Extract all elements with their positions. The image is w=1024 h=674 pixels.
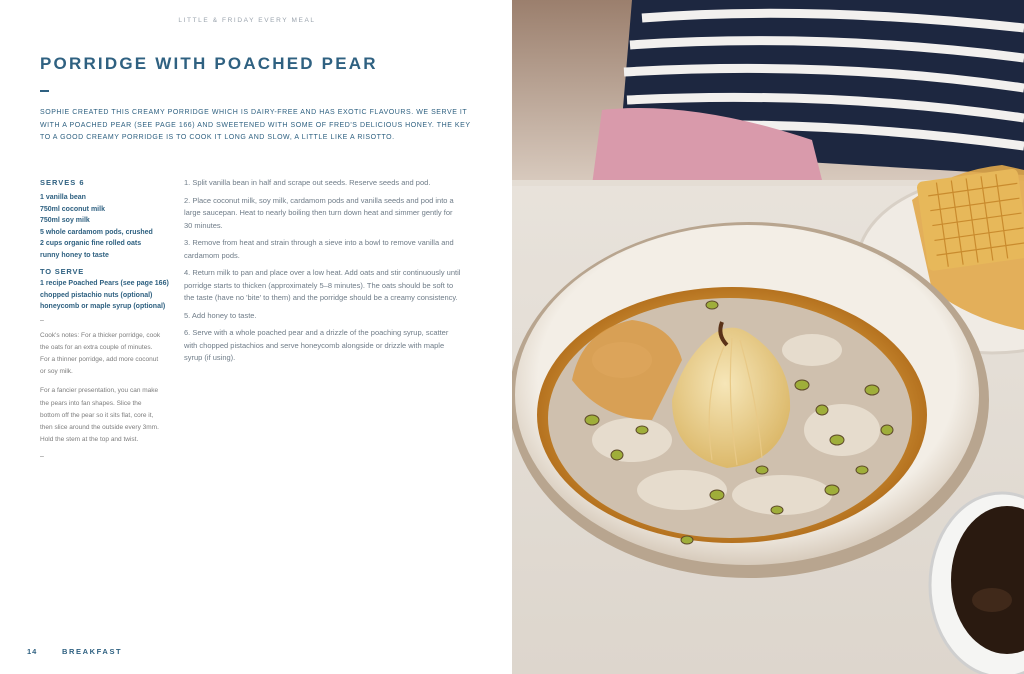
recipe-title: PORRIDGE WITH POACHED PEAR: [40, 54, 378, 73]
method-step: 4. Return milk to pan and place over a low heat. Add oats and stir continuously until porridge starts to thicken (approximately 5–8 minutes). The oats should be soft to the taste (have no 'bite' to them) and the porridge should be a creamy consistency.: [184, 268, 461, 302]
method-step: 1. Split vanilla bean in half and scrape out seeds. Reserve seeds and pod.: [184, 178, 431, 187]
end-dash: –: [40, 453, 44, 461]
ingredient-item: 1 vanilla bean: [40, 194, 86, 201]
section-dash: –: [40, 316, 44, 324]
method-step: 6. Serve with a whole poached pear and a drizzle of the poaching syrup, scatter with chopped pistachios and serve honeycomb alongside or drizzle with maple syrup (if using).: [184, 328, 449, 362]
ingredient-item: runny honey to taste: [40, 251, 109, 259]
cooks-note: Cook's notes: For a thicker porridge, cook the oats for an extra couple of minutes. For a thinner porridge, add more coconut or soy milk.: [40, 331, 161, 376]
title-rule: [40, 90, 49, 92]
ingredient-item: 5 whole cardamom pods, crushed: [40, 228, 153, 236]
recipe-intro: SOPHIE CREATED THIS CREAMY PORRIDGE WHICH IS DAIRY-FREE AND HAS EXOTIC FLAVOURS. WE SERVE IT WITH A POACHED PEAR (SEE PAGE 166) AND SWEETENED WITH SOME OF FRED'S DELICIOUS HONEY. THE KEY TO A GOOD CREAMY PORRIDGE IS TO COOK IT LONG AND SLOW, A LITTLE LIKE A RISOTTO.: [40, 109, 471, 141]
section-name: BREAKFAST: [62, 647, 123, 656]
food-photo: [512, 0, 1024, 674]
to-serve-item: 1 recipe Poached Pears (see page 166): [40, 280, 169, 287]
method-step: 2. Place coconut milk, soy milk, cardamom pods and vanilla seeds and pod into a large saucepan. Heat to nearly boiling then turn down heat and simmer gently for 30 minutes.: [184, 195, 454, 230]
ingredients-column: [40, 178, 170, 466]
to-serve-heading: TO SERVE: [40, 267, 85, 276]
page-number: 14: [27, 647, 38, 656]
to-serve-item: honeycomb or maple syrup (optional): [40, 303, 166, 310]
serves-heading: SERVES 6: [40, 178, 85, 187]
method-step: 5. Add honey to taste.: [184, 310, 257, 320]
method-column: [184, 177, 462, 370]
method-step: 3. Remove from heat and strain through a sieve into a bowl to remove vanilla and cardamom pods.: [184, 238, 454, 260]
ingredient-item: 750ml coconut milk: [40, 205, 105, 213]
porridge-photo-illustration: [512, 0, 1024, 674]
presentation-note: For a fancier presentation, you can make the pears into fan shapes. Slice the bottom off the pear so it sits flat, core it, then slice around the outside every 3mm. Hold the stem at the top and twist.: [40, 387, 159, 444]
ingredient-item: 750ml soy milk: [40, 217, 90, 224]
running-header: LITTLE & FRIDAY EVERY MEAL: [178, 17, 316, 24]
ingredient-item: 2 cups organic fine rolled oats: [40, 240, 142, 247]
to-serve-item: chopped pistachio nuts (optional): [40, 291, 153, 299]
